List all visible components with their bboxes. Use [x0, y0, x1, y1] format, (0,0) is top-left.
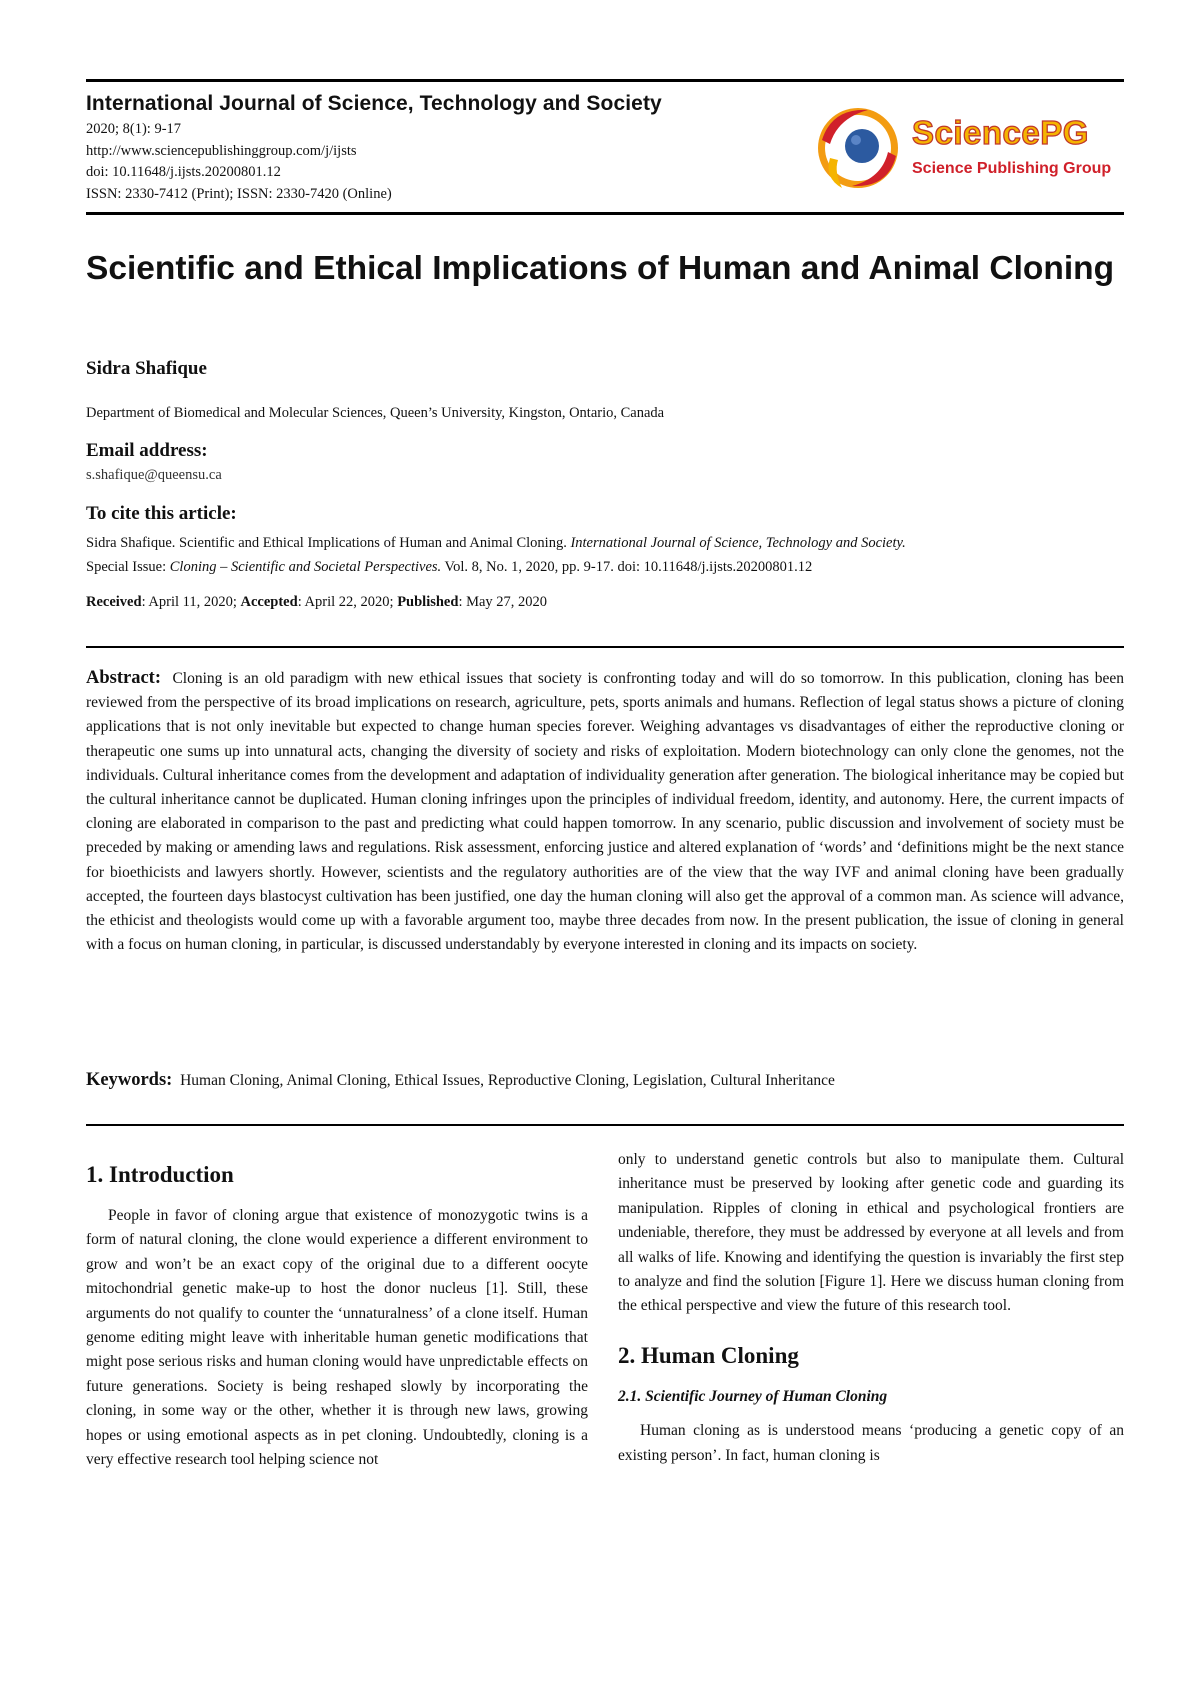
author-name: Sidra Shafique: [86, 358, 207, 379]
left-column: [86, 1160, 588, 1472]
accepted-label: Accepted: [240, 594, 298, 610]
citation-authors-title: Sidra Shafique. Scientific and Ethical Implications of Human and Animal Cloning.: [86, 535, 571, 551]
author-affiliation: Department of Biomedical and Molecular Sciences, Queen’s University, Kingston, Ontario, Canada: [86, 405, 665, 421]
issn: ISSN: 2330-7412 (Print); ISSN: 2330-7420 (Online): [86, 185, 392, 202]
journal-header: [86, 92, 786, 205]
header-bottom-rule: [86, 212, 1124, 215]
citation-journal: International Journal of Science, Technology and Society.: [570, 535, 906, 551]
keywords-label: Keywords:: [86, 1070, 173, 1090]
right-column: [618, 1148, 1124, 1468]
email-heading: Email address:: [86, 440, 208, 461]
human-cloning-paragraph: Human cloning as is understood means ‘producing a genetic copy of an existing person’. In fact, human cloning is: [618, 1422, 1124, 1464]
abstract-label: Abstract:: [86, 668, 162, 688]
published-label: Published: [397, 594, 459, 610]
abstract-top-rule: [86, 646, 1124, 648]
logo-name: SciencePG: [912, 114, 1089, 151]
email-address[interactable]: s.shafique@queensu.ca: [86, 467, 222, 483]
logo-emblem-icon: [812, 100, 908, 196]
introduction-heading: 1. Introduction: [86, 1162, 234, 1187]
sciencepg-logo: [812, 100, 1112, 196]
received-date: : April 11, 2020;: [141, 594, 241, 610]
cite-heading: To cite this article:: [86, 503, 237, 524]
journal-url[interactable]: http://www.sciencepublishinggroup.com/j/ijsts: [86, 142, 357, 159]
paper-title: Scientific and Ethical Implications of Human and Animal Cloning: [86, 250, 1115, 287]
abstract: [86, 666, 1124, 957]
publication-dates: [86, 594, 547, 611]
keywords-text: Human Cloning, Animal Cloning, Ethical Issues, Reproductive Cloning, Legislation, Cultural Inheritance: [180, 1072, 835, 1089]
citation-special-label: Special Issue:: [86, 559, 170, 575]
received-label: Received: [86, 594, 142, 610]
introduction-paragraph: People in favor of cloning argue that existence of monozygotic twins is a form of natural cloning, the clone would experience a different environment to grow and won’t be an exact copy of the original due to a different oocyte mitochondrial genetic make-up to host the donor nucleus [1]. Still, these arguments do not qualify to counter the ‘unnaturalness’ of a clone itself. Human genome editing might leave with inheritable human genetic modifications that might pose serious risks and human cloning would have unpredictable effects on future generations. Society is being reshaped slowly by incorporating the cloning, in some way or the other, whether it is through new laws, growing hopes or using emotional aspects as in pet cloning. Undoubtedly, cloning is a very effective research tool helping science not: [86, 1207, 588, 1469]
accepted-date: : April 22, 2020;: [297, 594, 398, 610]
issue-info: 2020; 8(1): 9-17: [86, 121, 182, 137]
doi: doi: 10.11648/j.ijsts.20200801.12: [86, 164, 281, 180]
section2-heading: 2. Human Cloning: [618, 1342, 799, 1368]
keywords: [86, 1070, 1124, 1091]
published-date: : May 27, 2020: [458, 594, 548, 610]
logo-subtitle: Science Publishing Group: [912, 160, 1112, 177]
top-rule: [86, 79, 1124, 82]
journal-title: International Journal of Science, Technology and Society: [86, 92, 662, 115]
citation-text: [86, 531, 1126, 579]
citation-volume-doi: Vol. 8, No. 1, 2020, pp. 9-17. doi: 10.11648/j.ijsts.20200801.12: [441, 559, 813, 575]
citation-special-issue: Cloning – Scientific and Societal Perspectives.: [169, 559, 442, 575]
abstract-bottom-rule: [86, 1124, 1124, 1126]
subsection-heading: 2.1. Scientific Journey of Human Cloning: [618, 1387, 888, 1405]
introduction-continued: only to understand genetic controls but also to manipulate them. Cultural inheritance must be preserved by looking after genetic code and guarding its manipulation. Ripples of cloning in ethical and psychological frontiers are undeniable, therefore, they must be addressed by everyone at all levels and from all walks of life. Knowing and identifying the question is invariably the first step to analyze and find the solution [Figure 1]. Here we discuss human cloning from the ethical perspective and view the future of this research tool.: [618, 1151, 1124, 1315]
abstract-text: Cloning is an old paradigm with new ethical issues that society is confronting today and will do so tomorrow. In this publication, cloning has been reviewed from the perspective of its broad implications on research, agriculture, pets, sports animals and humans. Reflection of legal status shows a picture of cloning applications that is not only inevitable but expected to change human species forever. Weighing advantages vs disadvantages of either the reproductive cloning or therapeutic one sums up into unnatural acts, changing the diversity of society and risks of exploitation. Modern biotechnology can only clone the genomes, not the individuals. Cultural inheritance comes from the development and adaptation of individuality generation after generation. The biological inheritance may be copied but the cultural inheritance cannot be duplicated. Human cloning infringes upon the principles of individual freedom, identity, and autonomy. Here, the current impacts of cloning are elaborated in comparison to the past and predicting what could happen tomorrow. In any scenario, public discussion and involvement of society must be preceded by making or amending laws and regulations. Risk assessment, enforcing justice and altered explanation of ‘words’ and ‘definitions might be the next stance for bioethicists and lawyers shortly. However, scientists and the regulatory authorities are of the view that the way IVF and animal cloning have been gradually accepted, the fourteen days blastocyst cultivation has been justified, one day the human cloning will also get the approval of a common man. As science will advance, the ethicist and theologists would come up with a favorable argument too, maybe three decades from now. In the present publication, the issue of cloning in general with a focus on human cloning, in particular, is discussed understandably by everyone interested in cloning and its impacts on society.: [86, 670, 1124, 954]
